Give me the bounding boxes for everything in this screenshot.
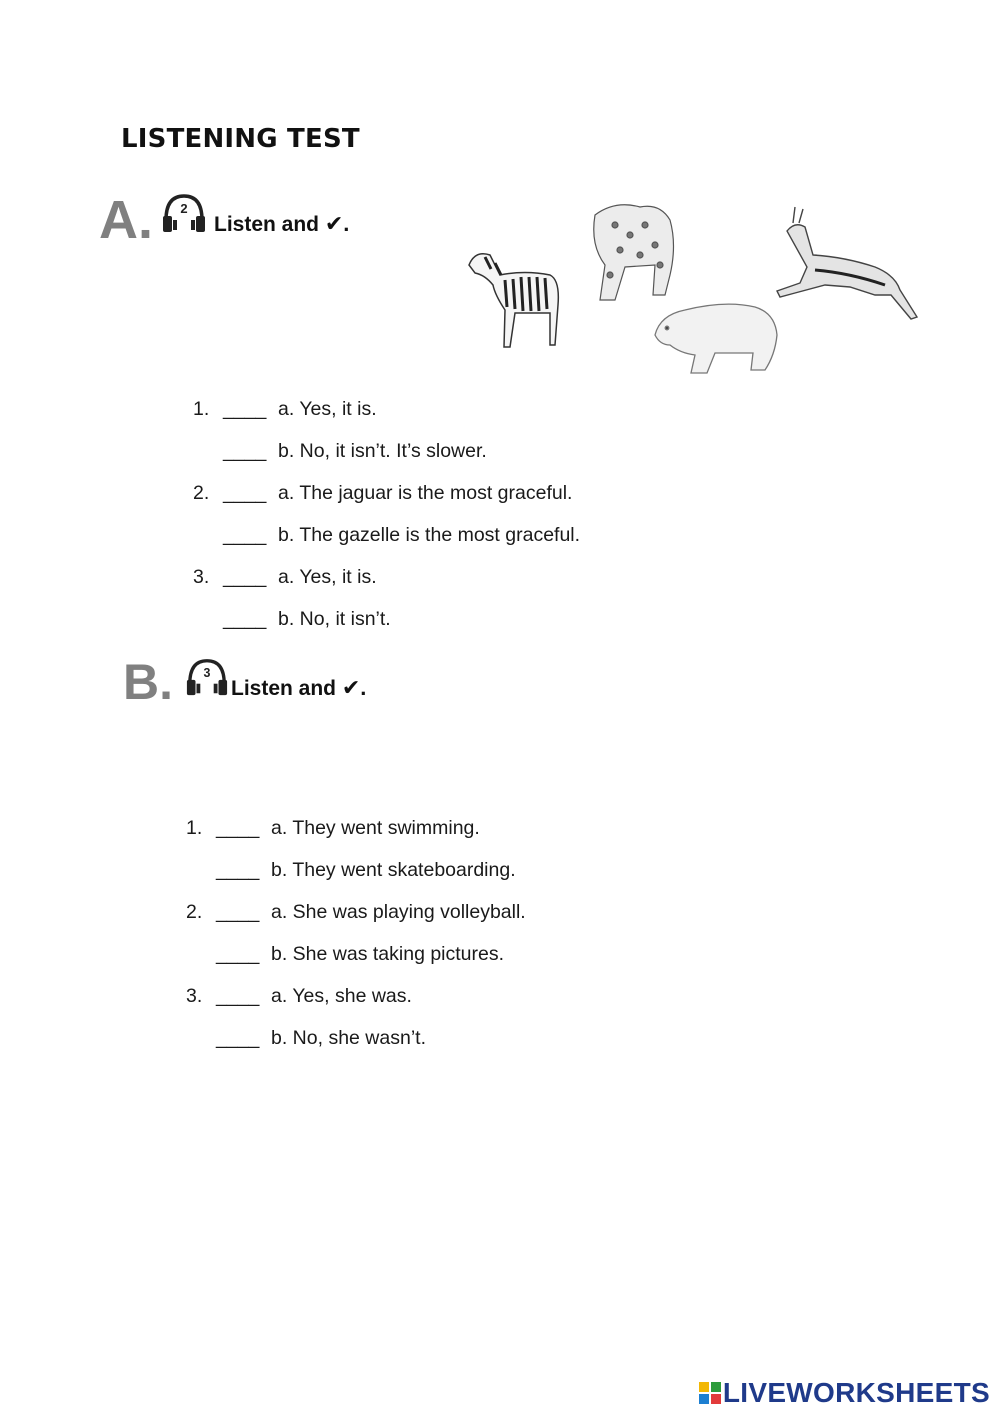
answer-blank[interactable]: ____ (216, 1027, 260, 1049)
option-text: a. She was playing volleyball. (271, 901, 526, 923)
gazelle-icon (777, 207, 917, 319)
answer-blank[interactable]: ____ (216, 943, 260, 965)
liveworksheets-brand[interactable] (699, 1378, 990, 1408)
answer-blank[interactable]: ____ (223, 524, 267, 546)
question-number: 3. (193, 566, 210, 588)
option-text: a. Yes, she was. (271, 985, 412, 1007)
headphones-icon (184, 655, 230, 699)
answer-blank[interactable]: ____ (216, 901, 260, 923)
option-text: a. Yes, it is. (278, 398, 377, 420)
option-text: b. No, she wasn’t. (271, 1027, 426, 1049)
check-mark: ✔. (324, 211, 350, 236)
brand-text: LIVEWORKSHEETS (722, 1377, 990, 1408)
option-text: b. They went skateboarding. (271, 859, 516, 881)
option-text: b. No, it isn’t. (278, 608, 391, 630)
question-number: 1. (186, 817, 203, 839)
answer-blank[interactable]: ____ (223, 398, 267, 420)
option-text: a. They went swimming. (271, 817, 480, 839)
instruction-text: Listen and (231, 677, 337, 700)
answer-blank[interactable]: ____ (216, 817, 260, 839)
track-number-b: 3 (203, 666, 211, 680)
question-number: 3. (186, 985, 203, 1007)
polar-bear-icon (655, 304, 777, 373)
answer-blank[interactable]: ____ (216, 985, 260, 1007)
answer-blank[interactable]: ____ (216, 859, 260, 881)
instruction-text: Listen and (214, 213, 320, 236)
option-text: a. The jaguar is the most graceful. (278, 482, 573, 504)
track-number-a: 2 (180, 201, 188, 216)
question-number: 2. (193, 482, 210, 504)
question-number: 1. (193, 398, 210, 420)
section-b-letter: B. (123, 654, 173, 710)
option-text: b. The gazelle is the most graceful. (278, 524, 581, 546)
animals-illustration (455, 195, 925, 380)
option-text: b. No, it isn’t. It’s slower. (278, 440, 487, 462)
section-a-letter: A. (99, 190, 153, 250)
section-a-instruction (214, 211, 349, 237)
jaguar-icon (594, 205, 674, 300)
section-b-instruction (231, 675, 366, 701)
question-number: 2. (186, 901, 203, 923)
answer-blank[interactable]: ____ (223, 482, 267, 504)
liveworksheets-logo-icon (699, 1382, 721, 1404)
option-text: a. Yes, it is. (278, 566, 377, 588)
answer-blank[interactable]: ____ (223, 608, 267, 630)
page-title: LISTENING TEST (121, 124, 360, 154)
check-mark: ✔. (341, 675, 367, 700)
zebra-icon (469, 254, 558, 347)
answer-blank[interactable]: ____ (223, 440, 267, 462)
headphones-icon (160, 190, 208, 236)
option-text: b. She was taking pictures. (271, 943, 505, 965)
answer-blank[interactable]: ____ (223, 566, 267, 588)
